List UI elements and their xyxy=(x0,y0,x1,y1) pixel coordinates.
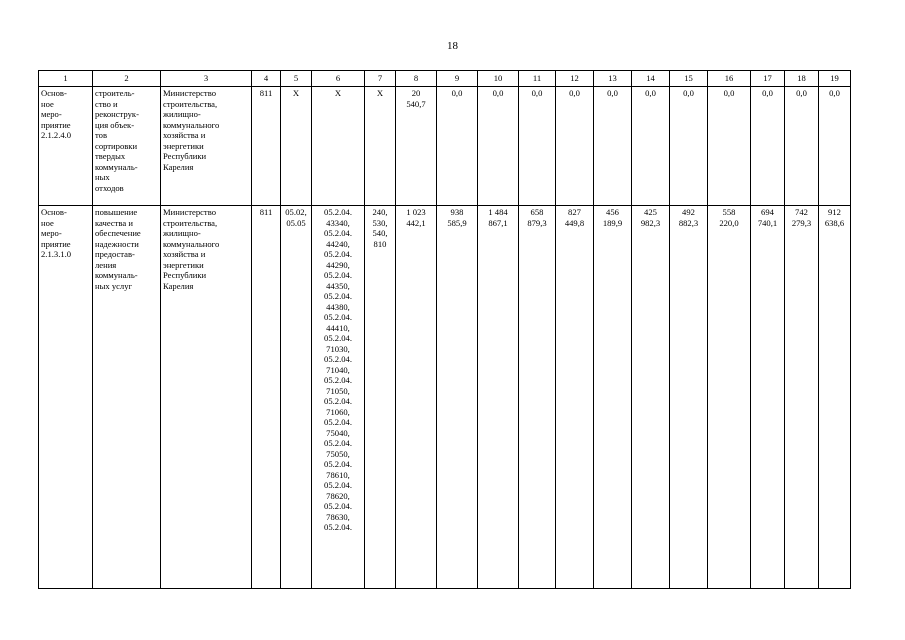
cell-col19: 0,0 xyxy=(819,87,851,206)
header-cell: 1 xyxy=(39,71,93,87)
cell-col19: 912 638,6 xyxy=(819,206,851,589)
header-cell: 11 xyxy=(519,71,556,87)
header-cell: 12 xyxy=(556,71,594,87)
cell-col4: 811 xyxy=(252,206,281,589)
cell-col13: 0,0 xyxy=(594,87,632,206)
cell-col17: 0,0 xyxy=(751,87,785,206)
cell-col10: 1 484 867,1 xyxy=(478,206,519,589)
page-number: 18 xyxy=(447,40,458,52)
header-cell: 2 xyxy=(93,71,161,87)
cell-col18: 742 279,3 xyxy=(785,206,819,589)
budget-table xyxy=(38,70,851,589)
cell-col11: 658 879,3 xyxy=(519,206,556,589)
activity-name-cell: строитель- ство и реконструк- ция объек- тов сортировки твердых коммуналь- ных отходов xyxy=(93,87,161,206)
cell-col18: 0,0 xyxy=(785,87,819,206)
header-cell: 3 xyxy=(161,71,252,87)
header-cell: 6 xyxy=(312,71,365,87)
cell-col16: 558 220,0 xyxy=(708,206,751,589)
header-cell: 7 xyxy=(365,71,396,87)
cell-col5: 05.02, 05.05 xyxy=(281,206,312,589)
activity-code-cell: Основ- ное меро- приятие 2.1.2.4.0 xyxy=(39,87,93,206)
table-row xyxy=(39,87,851,206)
cell-col9: 938 585,9 xyxy=(437,206,478,589)
cell-col6: 05.2.04. 43340, 05.2.04. 44240, 05.2.04. 44290, 05.2.04. 44350, 05.2.04. 44380, 05.2.04. 44410, 05.2.04. 71030, 05.2.04. 71040, 05.2.04. 71050, 05.2.04. 71060, 05.2.04. 75040, 05.2.04. 75050, 05.2.04. 78610, 05.2.04. 78620, 05.2.04. 78630, 05.2.04. xyxy=(312,206,365,589)
cell-col10: 0,0 xyxy=(478,87,519,206)
cell-col17: 694 740,1 xyxy=(751,206,785,589)
cell-col14: 425 982,3 xyxy=(632,206,670,589)
cell-col12: 827 449,8 xyxy=(556,206,594,589)
header-cell: 14 xyxy=(632,71,670,87)
header-row xyxy=(39,71,851,87)
responsible-cell: Министерство строительства, жилищно- коммунального хозяйства и энергетики Республики Карелия xyxy=(161,87,252,206)
cell-col12: 0,0 xyxy=(556,87,594,206)
cell-col7: Х xyxy=(365,87,396,206)
cell-col5: Х xyxy=(281,87,312,206)
cell-col13: 456 189,9 xyxy=(594,206,632,589)
cell-col14: 0,0 xyxy=(632,87,670,206)
header-cell: 5 xyxy=(281,71,312,87)
cell-col8: 1 023 442,1 xyxy=(396,206,437,589)
header-cell: 19 xyxy=(819,71,851,87)
header-cell: 4 xyxy=(252,71,281,87)
header-cell: 13 xyxy=(594,71,632,87)
cell-col4: 811 xyxy=(252,87,281,206)
responsible-cell: Министерство строительства, жилищно- коммунального хозяйства и энергетики Республики Карелия xyxy=(161,206,252,589)
table-row xyxy=(39,206,851,589)
cell-col15: 492 882,3 xyxy=(670,206,708,589)
activity-code-cell: Основ- ное меро- приятие 2.1.3.1.0 xyxy=(39,206,93,589)
cell-col8: 20 540,7 xyxy=(396,87,437,206)
header-cell: 10 xyxy=(478,71,519,87)
header-cell: 16 xyxy=(708,71,751,87)
header-cell: 8 xyxy=(396,71,437,87)
cell-col9: 0,0 xyxy=(437,87,478,206)
cell-col16: 0,0 xyxy=(708,87,751,206)
cell-col11: 0,0 xyxy=(519,87,556,206)
header-cell: 15 xyxy=(670,71,708,87)
cell-col6: Х xyxy=(312,87,365,206)
cell-col15: 0,0 xyxy=(670,87,708,206)
header-cell: 18 xyxy=(785,71,819,87)
header-cell: 9 xyxy=(437,71,478,87)
header-cell: 17 xyxy=(751,71,785,87)
activity-name-cell: повышение качества и обеспечение надежности предостав- ления коммуналь- ных услуг xyxy=(93,206,161,589)
cell-col7: 240, 530, 540, 810 xyxy=(365,206,396,589)
